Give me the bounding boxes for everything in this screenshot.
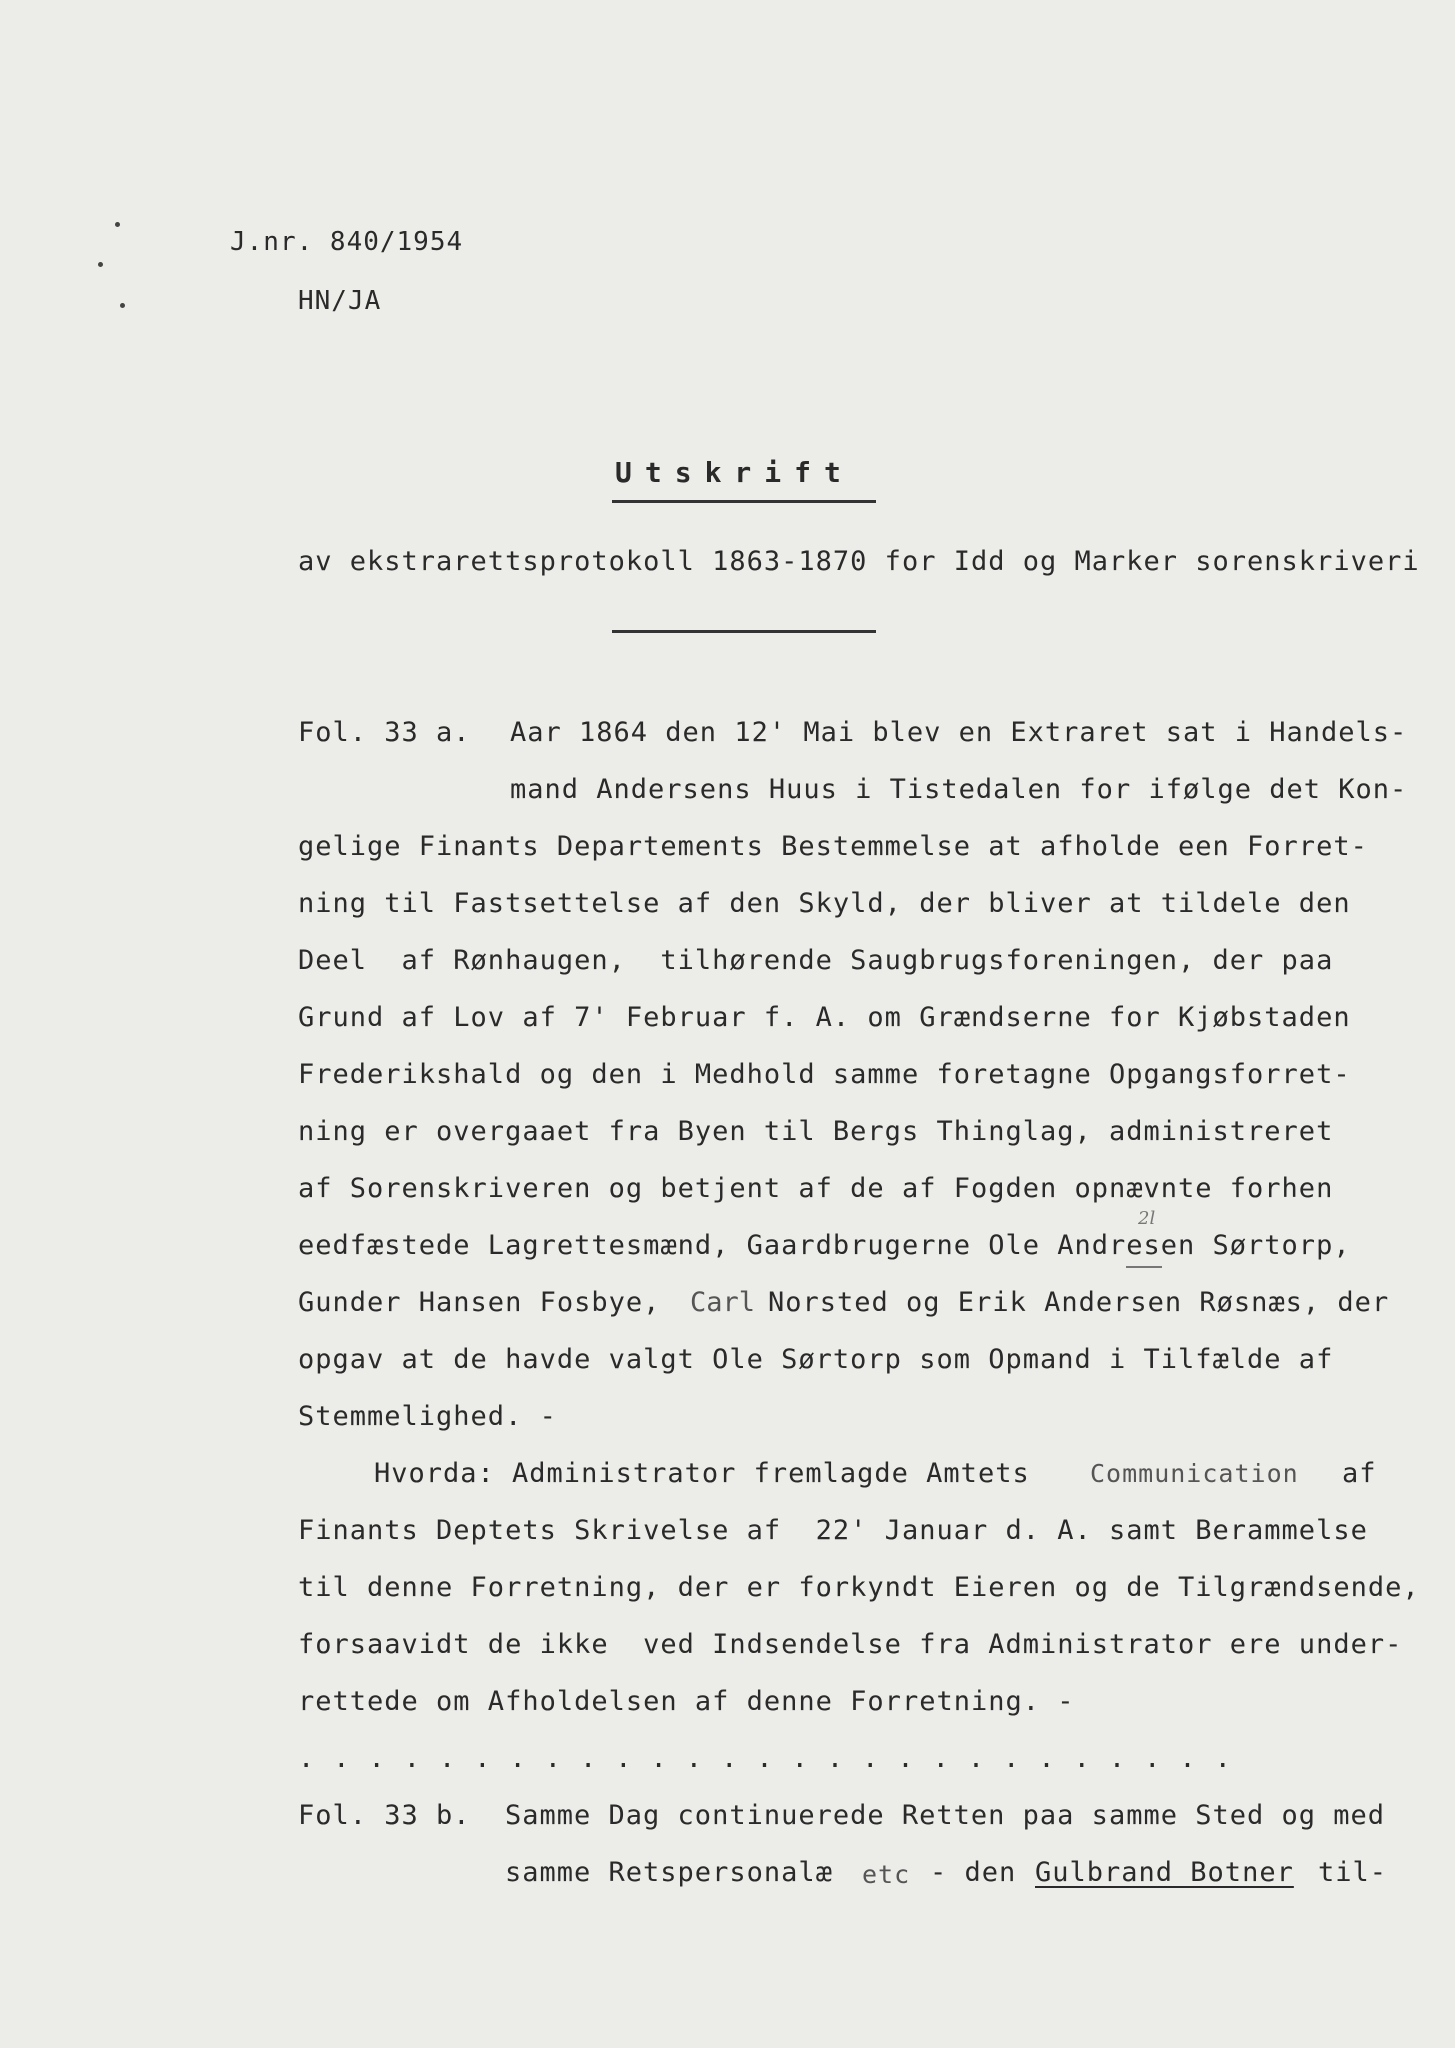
entry-a-line: Norsted og Erik Andersen Røsnæs, der bbox=[768, 1287, 1390, 1318]
entry-b-line-mid: - den bbox=[930, 1857, 1017, 1888]
entry-a-line: Grund af Lov af 7' Februar f. A. om Grændserne for Kjøbstaden bbox=[298, 1002, 1351, 1033]
paragraph-line: forsaavidt de ikke ved Indsendelse fra Administrator ere under- bbox=[298, 1629, 1403, 1660]
folio-a: Fol. 33 a. bbox=[298, 717, 471, 748]
page-title: Utskrift bbox=[615, 456, 854, 489]
paragraph-end: af bbox=[1342, 1458, 1377, 1489]
entry-a-line: Frederikshald og den i Medhold samme foretagne Opgangsforret- bbox=[298, 1059, 1351, 1090]
entry-a-line: Gunder Hansen Fosbye, bbox=[298, 1287, 661, 1318]
inserted-word: Communication bbox=[1090, 1459, 1299, 1488]
entry-a-line: ning til Fastsettelse af den Skyld, der bliver at tildele den bbox=[298, 888, 1351, 919]
entry-b-line-end: til- bbox=[1318, 1857, 1388, 1888]
pencil-underline bbox=[1126, 1266, 1162, 1268]
paragraph-line: til denne Forretning, der er forkyndt Eieren og de Tilgrændsende, bbox=[298, 1572, 1420, 1603]
margin-mark bbox=[120, 303, 125, 308]
margin-mark bbox=[115, 222, 120, 227]
paragraph-start: Hvorda: Administrator fremlagde Amtets bbox=[374, 1458, 1030, 1489]
entry-a-line: gelige Finants Departements Bestemmelse at afholde een Forret- bbox=[298, 831, 1368, 862]
entry-a-line: ning er overgaaet fra Byen til Bergs Thinglag, administreret bbox=[298, 1116, 1334, 1147]
entry-a-line: Aar 1864 den 12' Mai blev en Extraret sat i Handels- bbox=[510, 717, 1408, 748]
pencil-note: 2l bbox=[1138, 1208, 1156, 1229]
margin-mark bbox=[98, 262, 103, 267]
initials: HN/JA bbox=[298, 286, 382, 316]
entry-b-line: Samme Dag continuerede Retten paa samme Sted og med bbox=[505, 1800, 1386, 1831]
title-underline bbox=[612, 500, 876, 503]
entry-a-line: Stemmelighed. - bbox=[298, 1401, 557, 1432]
journal-number: J.nr. 840/1954 bbox=[230, 227, 464, 257]
folio-b: Fol. 33 b. bbox=[298, 1800, 471, 1831]
entry-b-name: Gulbrand Botner bbox=[1035, 1857, 1294, 1888]
dotted-separator: ........................... bbox=[298, 1743, 1250, 1774]
paragraph-line: Finants Deptets Skrivelse af 22' Januar d. A. samt Berammelse bbox=[298, 1515, 1368, 1546]
entry-a-line: mand Andersens Huus i Tistedalen for ifølge det Kon- bbox=[510, 774, 1408, 805]
entry-a-line: Deel af Rønhaugen, tilhørende Saugbrugsforeningen, der paa bbox=[298, 945, 1334, 976]
entry-a-line: af Sorenskriveren og betjent af de af Fogden opnævnte forhen bbox=[298, 1173, 1334, 1204]
entry-a-line: eedfæstede Lagrettesmænd, Gaardbrugerne Ole Andresen Sørtorp, bbox=[298, 1230, 1351, 1261]
entry-b-etc: etc bbox=[862, 1860, 911, 1889]
entry-a-inserted-name: Carl bbox=[690, 1287, 756, 1318]
paragraph-line: rettede om Afholdelsen af denne Forretning. - bbox=[298, 1686, 1075, 1717]
subtitle-rule bbox=[612, 630, 876, 633]
entry-b-line-start: samme Retspersonalæ bbox=[505, 1857, 833, 1888]
subtitle: av ekstrarettsprotokoll 1863-1870 for Idd og Marker sorenskriveri bbox=[298, 546, 1420, 577]
entry-a-line: opgav at de havde valgt Ole Sørtorp som Opmand i Tilfælde af bbox=[298, 1344, 1334, 1375]
